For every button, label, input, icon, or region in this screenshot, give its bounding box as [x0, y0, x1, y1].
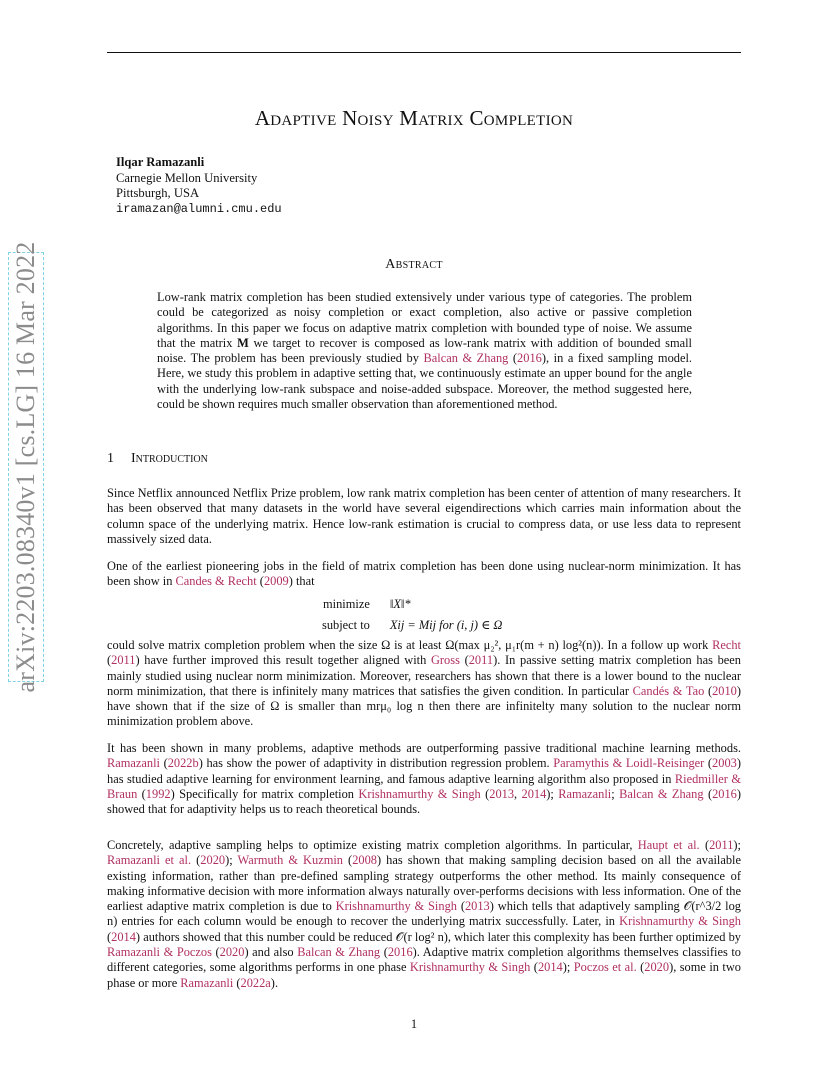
citation-year-link[interactable]: 2022a: [240, 975, 271, 990]
citation-year-link[interactable]: 2020: [644, 960, 670, 975]
section-title: Introduction: [131, 451, 208, 466]
citation-year-link[interactable]: 2009: [263, 574, 289, 589]
author-location: Pittsburgh, USA: [116, 186, 200, 200]
citation-link[interactable]: Ramazanli et al.: [107, 853, 192, 868]
citation-link[interactable]: Ramazanli: [107, 756, 160, 771]
citation-year-link[interactable]: 2020: [200, 853, 226, 868]
citation-link[interactable]: Poczos et al.: [573, 960, 637, 975]
paragraph-1: Since Netflix announced Netflix Prize problem, low rank matrix completion has been center of attention of many researchers. It has been observed that many datasets in the world have several eigendirections which carries main information about the column space of the underlying matrix. Hence low-rank estimation is crucial to compress data, or use less data to represent massively sized data.: [107, 486, 741, 546]
citation-link[interactable]: Balcan & Zhang: [423, 351, 509, 366]
citation-link[interactable]: Krishnamurthy & Singh: [409, 960, 531, 975]
eq-subject-to-label: subject to: [322, 618, 370, 632]
citation-link[interactable]: Balcan & Zhang: [619, 786, 704, 801]
author-name: Ilqar Ramazanli: [116, 155, 205, 169]
citation-year-link[interactable]: 2022b: [167, 756, 199, 771]
eq-constraint: Xij = Mij for (i, j) ∈ Ω: [389, 618, 503, 632]
arxiv-identifier: arXiv:2203.08340v1 [cs.LG] 16 Mar 2022: [11, 241, 40, 693]
author-email: iramazan@alumni.cmu.edu: [116, 201, 282, 216]
top-rule: [107, 52, 741, 53]
citation-link[interactable]: Warmuth & Kuzmin: [237, 853, 343, 868]
arxiv-stamp: [8, 241, 44, 693]
citation-year-link[interactable]: 2013: [489, 786, 515, 801]
citation-year-link[interactable]: 2003: [712, 756, 737, 771]
citation-link[interactable]: Candés & Tao: [632, 683, 705, 698]
citation-year-link[interactable]: 2016: [712, 786, 737, 801]
citation-year-link[interactable]: 2011: [709, 838, 734, 852]
paragraph-4: It has been shown in many problems, adaptive methods are outperforming passive traditional machine learning methods. Ramazanli (2022b) has show the power of adaptivity in distribution regression problem. Paramythis & Loidl-Reisinger (2003) has studied adaptive learning for environment learning, and famous adaptive learning algorithm also proposed in Riedmiller & Braun (1992) Specifically for matrix completion Krishnamurthy & Singh (2013, 2014); Ramazanli; Balcan & Zhang (2016) showed that for adaptivity helps us to reach theoretical bounds.: [107, 741, 741, 817]
citation-year-link[interactable]: 2008: [352, 853, 377, 868]
section-number: 1: [107, 451, 114, 466]
citation-year-link[interactable]: 2014: [111, 929, 136, 944]
citation-link[interactable]: Balcan & Zhang: [297, 945, 381, 960]
citation-year-link[interactable]: 2014: [521, 786, 547, 801]
matrix-symbol: M: [237, 335, 249, 350]
abstract-heading: Abstract: [385, 257, 443, 272]
eq-minimize-label: minimize: [323, 597, 370, 611]
page-number: 1: [410, 1017, 418, 1031]
citation-year-link[interactable]: 2014: [537, 960, 563, 975]
citation-year-link[interactable]: 2013: [464, 899, 490, 914]
paragraph-2: One of the earliest pioneering jobs in the field of matrix completion has been done using nuclear-norm minimization. It has been show in Candes & Recht (2009) that: [107, 559, 741, 589]
citation-year-link[interactable]: 2010: [712, 683, 737, 698]
eq-objective: ‖X‖*: [389, 597, 411, 611]
citation-link[interactable]: Krishnamurthy & Singh: [335, 899, 457, 914]
abstract-text: Low-rank matrix completion has been studied extensively under various type of categories. The problem could be categorized as noisy completion or exact completion, also active or passive completion algorithms. In this paper we focus on adaptive matrix completion with bounded type of noise. We assume that the matrix M we target to recover is composed as low-rank matrix with addition of bounded small noise. The problem has been previously studied by Balcan & Zhang (2016), in a fixed sampling model. Here, we study this problem in adaptive setting that, we continuously estimate an upper bound for the angle with the underlying low-rank subspace and noise-added subspace. Moreover, the method suggested here, could be shown requires much smaller observation than aforementioned method.: [157, 290, 692, 412]
citation-link[interactable]: Riedmiller & Braun: [107, 771, 741, 801]
citation-link[interactable]: Krishnamurthy & Singh: [619, 914, 741, 929]
citation-link[interactable]: Ramazanli & Poczos: [107, 945, 212, 960]
citation-year-link[interactable]: 2011: [111, 653, 136, 668]
citation-link[interactable]: Candes & Recht: [175, 574, 257, 589]
author-block: [116, 155, 282, 217]
citation-year-link[interactable]: 2016: [387, 945, 413, 960]
citation-link[interactable]: Recht: [712, 638, 741, 652]
optimization-equation: [320, 593, 514, 637]
citation-year-link[interactable]: 2016: [517, 351, 542, 366]
citation-link[interactable]: Haupt et al.: [637, 838, 700, 852]
author-affiliation: Carnegie Mellon University: [116, 170, 258, 185]
citation-year-link[interactable]: 2011: [468, 653, 494, 668]
citation-year-link[interactable]: 1992: [145, 786, 171, 801]
citation-year-link[interactable]: 2020: [219, 945, 245, 960]
paragraph-5: Concretely, adaptive sampling helps to optimize existing matrix completion algorithms. In particular, Haupt et al. (2011); Ramazanli et al. (2020); Warmuth & Kuzmin (2008) has shown that making sampling decision based on all the available existing information, rather than pre-defined sampling strategy outperforms the other method. Its mainly consequence of making informative decision with more information always naturally over-performs decisions with less information. One of the earliest adaptive matrix completion is due to Krishnamurthy & Singh (2013) which tells that adaptively sampling 𝒪(r^3/2 log n) entries for each column would be enough to recover the underlying matrix successfully. Later, in Krishnamurthy & Singh (2014) authors showed that this number could be reduced 𝒪(r log² n), which later this complexity has been further optimized by Ramazanli & Poczos (2020) and also Balcan & Zhang (2016). Adaptive matrix completion algorithms themselves classifies to different categories, some algorithms performs in one phase Krishnamurthy & Singh (2014); Poczos et al. (2020), some in two phase or more Ramazanli (2022a).: [107, 838, 742, 990]
citation-link[interactable]: Krishnamurthy & Singh: [358, 786, 481, 801]
paper-title: Adaptive Noisy Matrix Completion: [254, 106, 574, 130]
citation-link[interactable]: Ramazanli: [558, 786, 612, 801]
citation-link[interactable]: Ramazanli: [180, 975, 234, 990]
citation-link[interactable]: Gross: [430, 653, 460, 668]
citation-link[interactable]: Paramythis & Loidl-Reisinger: [553, 756, 705, 771]
paragraph-3: could solve matrix completion problem when the size Ω is at least Ω(max μ₂², μ₁r(m + n) log²(n)). In a follow up work Recht (2011) have further improved this result together aligned with Gross (2011). In passive setting matrix completion has been mainly studied using nuclear norm minimization. Moreover, researchers has shown that there is a lower bound to the nuclear norm minimization, that there is infinitely many matrices that satisfies the given condition. In particular Candés & Tao (2010) have shown that if the size of Ω is smaller than mrμ₀ log n then there are infinitelty many solution to the nuclear norm minimization problem above.: [107, 638, 741, 729]
section-heading: [107, 451, 208, 467]
